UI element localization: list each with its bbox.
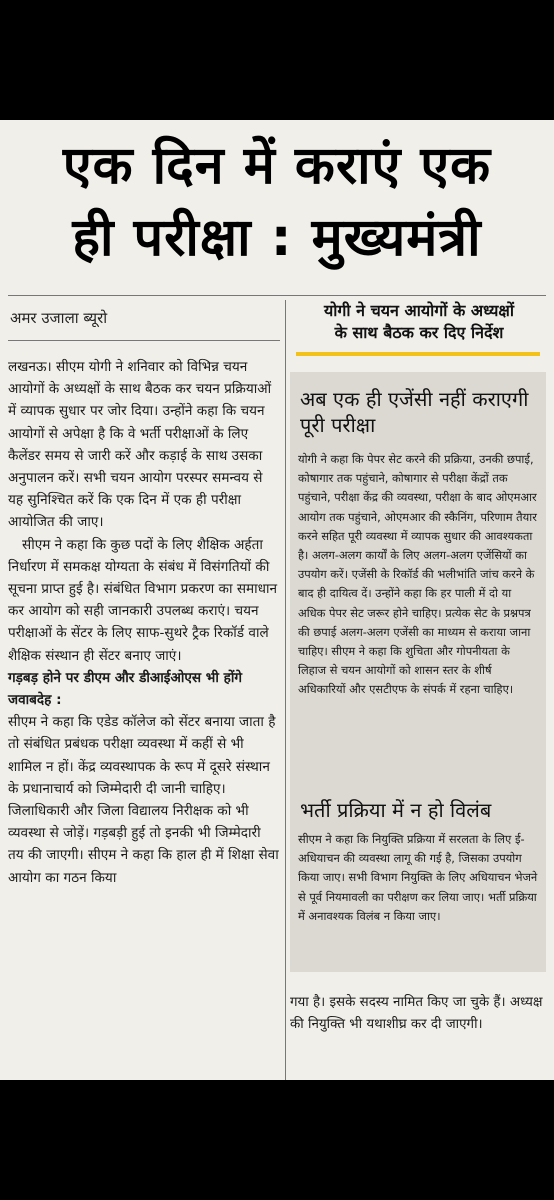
box-text: योगी ने कहा कि पेपर सेट करने की प्रक्रिया, उनकी छपाई, कोषागार तक पहुंचाने, कोषागार से परीक्षा केंद्रों तक पहुंचाने, परीक्षा केंद्र की व्यवस्था, परीक्षा के बाद ओएमआर आयोग तक पहुंचाने, ओएमआर की स्कैनिंग, परिणाम तैयार करने सहित पूरी व्यवस्था में व्यापक सुधार की आवश्यकता है। अलग-अलग कार्यों के लिए अलग-अलग एजेंसियों का उपयोग करें। एजेंसी के रिकॉर्ड की भलीभांति जांच करने के बाद ही दायित्व दें। उन्होंने कहा कि हर पाली में दो या अधिक पेपर सेट जरूर होने चाहिए। प्रत्येक सेट के प्रश्नपत्र की छपाई अलग-अलग एजेंसी का माध्यम से कराया जाना चाहिए। सीएम ने कहा कि शुचिता और गोपनीयता के लिहाज से चयन आयोगों को शासन स्तर के शीर्ष अधिकारियों और एसटीएफ के संपर्क में रहना चाहिए। <box>298 452 537 697</box>
newspaper-clipping <box>0 120 554 1080</box>
headline-divider <box>8 295 546 296</box>
left-column <box>8 356 280 889</box>
deck-highlight-bar <box>296 352 540 356</box>
article-subheading: गड़बड़ होने पर डीएम और डीआईओएस भी होंगे जवाबदेह : <box>8 669 243 709</box>
box-subtitle: भर्ती प्रक्रिया में न हो विलंब <box>300 798 492 822</box>
right-column-continuation: गया है। इसके सदस्य नामित किए जा चुके हैं। अध्यक्ष की नियुक्ति भी यथाशीघ्र कर दी जाएगी। <box>290 995 543 1032</box>
column-divider <box>285 300 286 1080</box>
article-paragraph: सीएम ने कहा कि कुछ पदों के लिए शैक्षिक अर्हता निर्धारण में समकक्ष योग्यता के संबंध में विसंगतियों की सूचना प्राप्त हुई है। संबंधित विभाग प्रकरण का समाधान कर आयोग को सही जानकारी उपलब्ध कराएं। चयन परीक्षाओं के सेंटर के लिए साफ-सुथरे ट्रैक रिकॉर्ड वाले शैक्षिक संस्थान ही सेंटर बनाए जाएं। <box>8 536 278 664</box>
byline: अमर उजाला ब्यूरो <box>10 309 108 327</box>
sidebar-box <box>290 372 546 972</box>
byline-underline <box>8 340 280 341</box>
headline-line-1: एक दिन में कराएं एक <box>62 136 492 196</box>
box-text-2: सीएम ने कहा कि नियुक्ति प्रक्रिया में सरलता के लिए ई-अधियाचन की व्यवस्था लागू की गई है, जिसका उपयोग किया जाए। सभी विभाग नियुक्ति के लिए अधियाचन भेजने से पूर्व नियमावली का परीक्षण कर लिया जाए। भर्ती प्रक्रिया में अनावश्यक विलंब न किया जाए। <box>298 832 538 923</box>
box-title: अब एक ही एजेंसी नहीं कराएगी पूरी परीक्षा <box>300 387 529 437</box>
headline-line-2: ही परीक्षा : मुख्यमंत्री <box>72 208 482 268</box>
deck-subheadline <box>292 300 546 344</box>
deck-line-1: योगी ने चयन आयोगों के अध्यक्षों <box>324 301 514 320</box>
article-paragraph: सीएम ने कहा कि एडेड कॉलेज को सेंटर बनाया जाता है तो संबंधित प्रबंधक परीक्षा व्यवस्था में कहीं से भी शामिल न हों। केंद्र व्यवस्थापक के रूप में दूसरे संस्थान के प्रधानाचार्य को जिम्मेदारी दी जानी चाहिए। जिलाधिकारी और जिला विद्यालय निरीक्षक को भी व्यवस्था से जोड़ें। गड़बड़ी हुई तो इनकी भी जिम्मेदारी तय की जाएगी। सीएम ने कहा कि हाल ही में शिक्षा सेवा आयोग का गठन किया <box>8 714 279 886</box>
deck-line-2: के साथ बैठक कर दिए निर्देश <box>334 323 504 342</box>
article-paragraph: लखनऊ। सीएम योगी ने शनिवार को विभिन्न चयन आयोगों के अध्यक्षों के साथ बैठक कर चयन प्रक्रियाओं में व्यापक सुधार पर जोर दिया। उन्होंने कहा कि चयन आयोगों से अपेक्षा है कि वे भर्ती परीक्षाओं के लिए कैलेंडर समय से जारी करें और कड़ाई के साथ उसका अनुपालन करें। सभी चयन आयोग परस्पर समन्वय से यह सुनिश्चित करें कि एक दिन में एक ही परीक्षा आयोजित की जाए। <box>8 359 272 531</box>
